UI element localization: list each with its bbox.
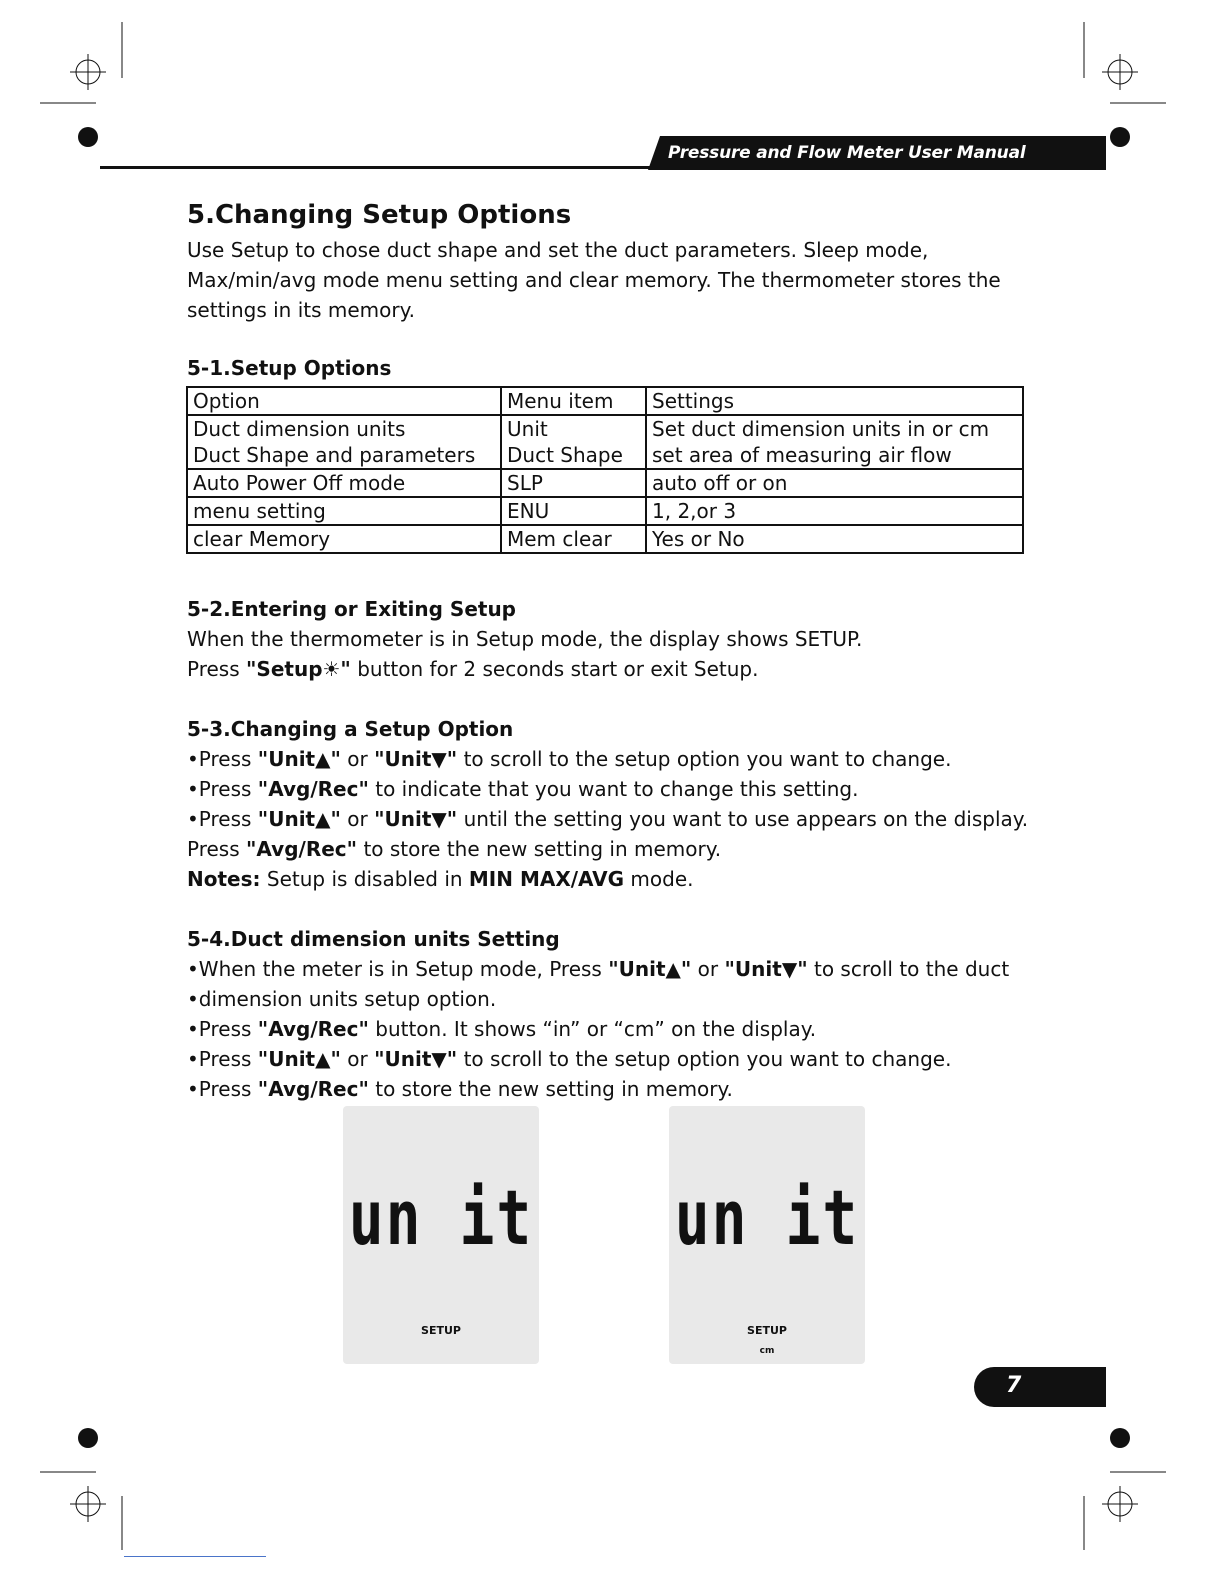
setup-options-table <box>186 386 1024 554</box>
table-cell: Duct Shape <box>501 442 646 469</box>
table-row <box>187 415 1023 442</box>
text: •Press <box>187 1077 258 1101</box>
lcd-unit-label: cm <box>759 1346 775 1356</box>
text: Setup is disabled in <box>260 867 469 891</box>
column-header: Option <box>187 387 501 415</box>
header-title: Pressure and Flow Meter User Manual <box>668 143 1026 163</box>
table-cell: Auto Power Off mode <box>187 469 501 497</box>
mode-label: MIN MAX/AVG <box>468 867 625 891</box>
table-row <box>187 525 1023 553</box>
lcd-setup-label: SETUP <box>747 1324 787 1337</box>
setup-button-label: "Setup☀" <box>246 657 351 681</box>
table-cell: Duct Shape and parameters <box>187 442 501 469</box>
page-number: 7 <box>1006 1373 1022 1398</box>
text: to indicate that you want to change this setting. <box>368 777 859 801</box>
text: Press <box>187 657 246 681</box>
lcd-text: un it <box>348 1173 534 1263</box>
table-row <box>187 497 1023 525</box>
text: to scroll to the duct <box>807 957 1010 981</box>
lcd-text: un it <box>674 1173 860 1263</box>
table-cell: clear Memory <box>187 525 501 553</box>
registration-dot <box>1110 1428 1130 1448</box>
table-cell: SLP <box>501 469 646 497</box>
notes-label: Notes: <box>187 867 261 891</box>
table-cell: Set duct dimension units in or cm <box>646 415 1023 442</box>
table-cell: menu setting <box>187 497 501 525</box>
instruction-line <box>187 807 1028 831</box>
unit-up-label: "Unit▲" <box>257 1047 341 1071</box>
lcd-display <box>343 1106 539 1364</box>
text: to scroll to the setup option you want to change. <box>457 747 952 771</box>
instruction-line <box>187 1077 733 1101</box>
text: mode. <box>624 867 694 891</box>
instruction-line <box>187 1017 816 1041</box>
text: or <box>691 957 725 981</box>
table-cell: Yes or No <box>646 525 1023 553</box>
instruction-line <box>187 1047 951 1071</box>
footer-link-underline <box>124 1556 266 1557</box>
text: •Press <box>187 807 258 831</box>
notes-line <box>187 867 694 891</box>
table-cell: Duct dimension units <box>187 415 501 442</box>
text: to store the new setting in memory. <box>357 837 722 861</box>
text: to store the new setting in memory. <box>368 1077 733 1101</box>
text: Press <box>187 837 246 861</box>
entering-line: When the thermometer is in Setup mode, the display shows SETUP. <box>187 627 863 651</box>
registration-dot <box>78 1428 98 1448</box>
table-row <box>187 469 1023 497</box>
unit-down-label: "Unit▼" <box>724 957 808 981</box>
text: •Press <box>187 777 258 801</box>
text: •Press <box>187 1047 258 1071</box>
table-cell: auto off or on <box>646 469 1023 497</box>
avg-rec-label: "Avg/Rec" <box>246 837 358 861</box>
text: or <box>340 807 375 831</box>
instruction-line <box>187 747 951 771</box>
table-header-row <box>187 387 1023 415</box>
instruction-line <box>187 777 858 801</box>
table-cell: Unit <box>501 415 646 442</box>
unit-up-label: "Unit▲" <box>608 957 692 981</box>
unit-down-label: "Unit▼" <box>374 807 458 831</box>
page-number-tab <box>974 1367 1106 1407</box>
registration-dot <box>1110 127 1130 147</box>
text: or <box>340 1047 375 1071</box>
text: •Press <box>187 1017 258 1041</box>
text: •When the meter is in Setup mode, Press <box>187 957 609 981</box>
text: to scroll to the setup option you want to change. <box>457 1047 952 1071</box>
text: or <box>340 747 375 771</box>
page-title: 5.Changing Setup Options <box>187 200 572 230</box>
registration-dot <box>78 127 98 147</box>
instruction-line <box>187 957 1009 981</box>
unit-down-label: "Unit▼" <box>374 747 458 771</box>
avg-rec-label: "Avg/Rec" <box>257 1017 369 1041</box>
column-header: Menu item <box>501 387 646 415</box>
text: button for 2 seconds start or exit Setup. <box>350 657 759 681</box>
table-cell: Mem clear <box>501 525 646 553</box>
unit-up-label: "Unit▲" <box>257 807 341 831</box>
changing-setup-heading: 5-3.Changing a Setup Option <box>187 717 514 741</box>
intro-paragraph: Use Setup to chose duct shape and set the duct parameters. Sleep mode, Max/min/avg mode menu setting and clear memory. The thermometer stores the settings in its memory. <box>187 238 1001 322</box>
table-cell: set area of measuring air flow <box>646 442 1023 469</box>
instruction-line <box>187 837 721 861</box>
entering-setup-heading: 5-2.Entering or Exiting Setup <box>187 597 516 621</box>
unit-up-label: "Unit▲" <box>257 747 341 771</box>
lcd-setup-label: SETUP <box>421 1324 461 1337</box>
avg-rec-label: "Avg/Rec" <box>257 777 369 801</box>
column-header: Settings <box>646 387 1023 415</box>
table-cell: ENU <box>501 497 646 525</box>
unit-down-label: "Unit▼" <box>374 1047 458 1071</box>
text: button. It shows “in” or “cm” on the display. <box>368 1017 817 1041</box>
avg-rec-label: "Avg/Rec" <box>257 1077 369 1101</box>
duct-units-heading: 5-4.Duct dimension units Setting <box>187 927 560 951</box>
instruction-line: •dimension units setup option. <box>187 987 497 1011</box>
lcd-display <box>669 1106 865 1364</box>
text: •Press <box>187 747 258 771</box>
table-row <box>187 442 1023 469</box>
table-cell: 1, 2,or 3 <box>646 497 1023 525</box>
entering-line <box>187 657 758 681</box>
text: until the setting you want to use appears on the display. <box>457 807 1029 831</box>
setup-options-heading: 5-1.Setup Options <box>187 356 392 380</box>
